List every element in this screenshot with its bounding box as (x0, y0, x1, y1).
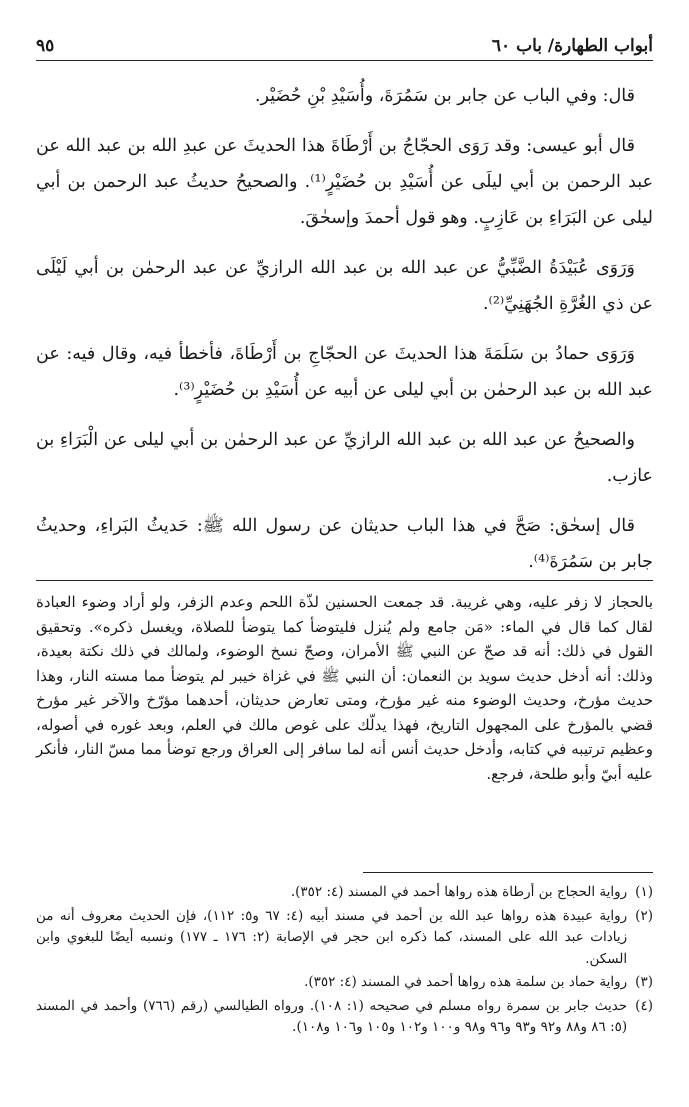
footnotes (36, 882, 653, 1041)
main-text (36, 78, 653, 594)
footnote (36, 996, 653, 1039)
chapter-title: أبواب الطهارة/ باب ٦٠ (491, 36, 653, 56)
paragraph: قال إسحٰق: صَحَّ في هذا الباب حديثان عن رسول الله ﷺ: حَديثُ البَراءِ، وحديثُ جابر بن سَمُرَةَ⁽⁴⁾. (36, 516, 653, 572)
paragraph: قال أبو عيسى: وقد رَوَى الحجّاجُ بن أَرْطَاةَ هذا الحديثَ عن عبدِ الله بن عبد الله عن عبد الرحمن بن أبي ليلَى عن أُسَيْدِ بن حُضَيْرٍ⁽¹⁾. والصحيحُ حديثُ عبد الرحمن بن أبي ليلى عن البَرَاءِ بن عَازِبٍ. وهو قول أحمدَ وإسحٰقَ. (36, 136, 654, 228)
footnote-number: (٤) (635, 997, 653, 1014)
paragraph: قال: وفي الباب عن جابر بن سَمُرَةَ، وأُسَيْدِ بْنِ حُضَيْر. (254, 86, 635, 106)
footnote-number: (١) (635, 884, 653, 900)
page-number: ٩٥ (36, 36, 55, 56)
footnote (36, 972, 653, 994)
footnote-text: رواية الحجاج بن أرطاة هذه رواها أحمد في المسند (٤: ٣٥٢). (290, 884, 628, 900)
paragraph: وَرَوَى حمادُ بن سَلَمَةَ هذا الحديثَ عن الحجّاجِ بن أَرْطَاةَ، فأخطأ فيه، وقال فيه: عن عبد الله بن عبد الرحمٰن بن أبي ليلى عن أبيه عن أُسَيْدِ بن حُضَيْرٍ⁽³⁾. (36, 344, 653, 400)
footnote-number: (٢) (635, 907, 653, 924)
paragraph: وَرَوَى عُبَيْدَةُ الضَّبِّيُّ عن عبد الله بن عبد الله الرازيِّ عن عبد الرحمٰن بن أبي لَيْلَى عن ذي الغُرَّةِ الجُهَنِيِّ⁽²⁾. (36, 258, 653, 314)
footnote-text: رواية عبيدة هذه رواها عبد الله بن أحمد في مسند أبيه (٤: ٦٧ و٥: ١١٢)، فإن الحديث معروف أنه من زيادات عبد الله على المسند، كما ذكره ابن حجر في الإصابة (٢: ١٧٦ ـ ١٧٧) ونسبه أيضًا للبغوي وابن السكن. (36, 907, 628, 967)
footnote-text: حديث جابر بن سمرة رواه مسلم في صحيحه (١: ١٠٨). ورواه الطيالسي (رقم (٧٦٦) وأحمد في المسند (٥: ٨٦ و٨٨ و٩٢ و٩٣ و٩٦ و٩٨ و١٠٠ و١٠٢ و١٠٥ و١٠٦ و١٠٨). (36, 997, 628, 1035)
footnote (36, 882, 653, 904)
footnote-divider (363, 872, 653, 873)
commentary-section (36, 590, 653, 786)
footnote-number: (٣) (635, 974, 653, 990)
page-header (36, 30, 653, 61)
commentary-divider (36, 580, 653, 581)
paragraph: والصحيحُ عن عبد الله بن عبد الله الرازيِّ عن عبد الرحمٰن بن أبي ليلى عن الْبَرَاءِ بن عازب. (36, 430, 653, 486)
footnote (36, 906, 653, 971)
footnote-text: رواية حماد بن سلمة هذه رواها أحمد في المسند (٤: ٣٥٢). (304, 974, 628, 990)
commentary-text: بالحجاز لا زفر عليه، وهي غريبة. قد جمعت الحسنين لذّة اللحم وعدم الزفر، ولو أراد وضوء العبادة لقال كما قال في الماء: «مَن جامع ولم يُنزل فليتوضأ كما يتوضأ للصلاة، ويغسل ذكره». وتحقيق القول في ذلك: أنه قد صحّ عن النبي ﷺ الأمران، وصحّ نسخ الوضوء، ولمالك في ذلك نكتة بعيدة، وذلك: أنه أدخل حديث سويد بن النعمان: أن النبي ﷺ في غزاة خيبر لم يتوضأ مما مسته النار، وهذا حديث مؤرخ، وحديث الوضوء منه غير مؤرخ، ومتى تعارض حديثان، أحدهما مؤرّخ والآخر غير مؤرخ قضي بالمؤرخ على المجهول التاريخ، فهذا يدلّك على غوص مالك في العلم، وبعد غوره في أصوله، وعظيم ترتيبه في كتابه، وأدخل حديث أنس أنه لما سافر إلى العراق ورجع توضأ مما مسّ النار، فأنكر عليه أبيّ وأبو طلحة، فرجع. (36, 593, 653, 783)
